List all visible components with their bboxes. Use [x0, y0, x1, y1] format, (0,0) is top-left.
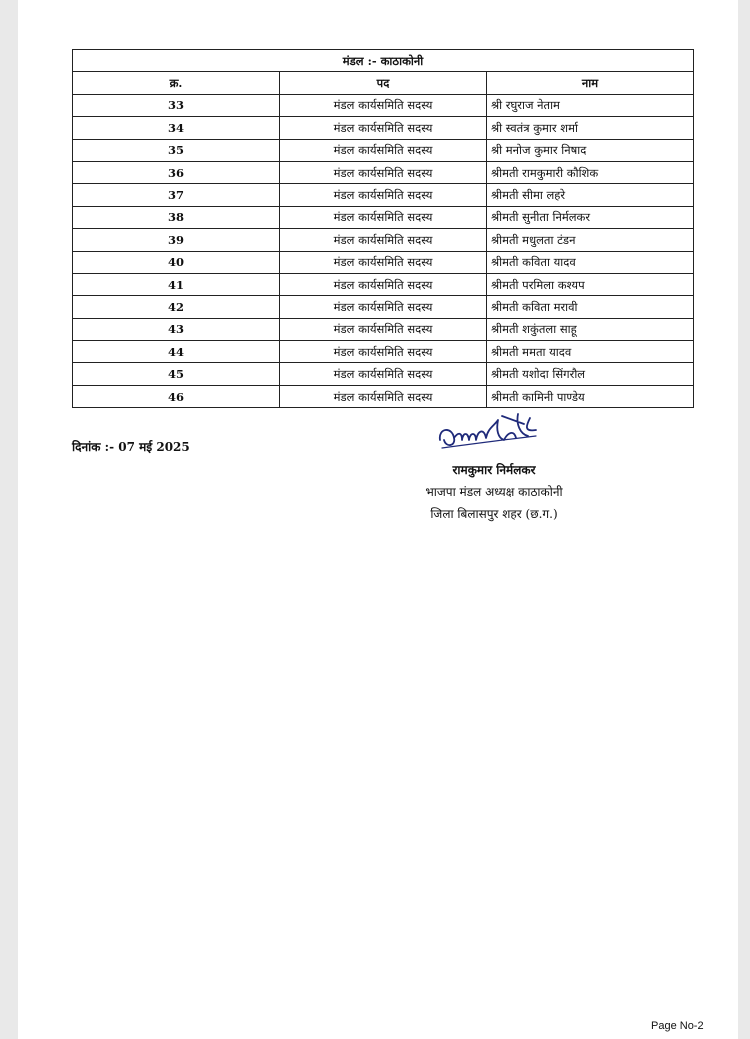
row-number: 34 — [73, 117, 280, 139]
table-row — [73, 229, 694, 251]
table-row — [73, 363, 694, 385]
row-name: श्रीमती रामकुमारी कौशिक — [487, 161, 694, 183]
row-number: 35 — [73, 139, 280, 161]
table-row — [73, 385, 694, 407]
row-post: मंडल कार्यसमिति सदस्य — [280, 117, 487, 139]
row-number: 45 — [73, 363, 280, 385]
row-name: श्री स्वतंत्र कुमार शर्मा — [487, 117, 694, 139]
row-number: 41 — [73, 273, 280, 295]
member-table — [72, 49, 694, 408]
row-post: मंडल कार्यसमिति सदस्य — [280, 229, 487, 251]
header-post: पद — [280, 72, 487, 94]
row-number: 40 — [73, 251, 280, 273]
table-title-row — [73, 50, 694, 72]
row-name: श्री मनोज कुमार निषाद — [487, 139, 694, 161]
row-name: श्रीमती कविता मरावी — [487, 296, 694, 318]
row-number: 43 — [73, 318, 280, 340]
row-post: मंडल कार्यसमिति सदस्य — [280, 94, 487, 116]
row-post: मंडल कार्यसमिति सदस्य — [280, 139, 487, 161]
header-num: क्र. — [73, 72, 280, 94]
issue-date: दिनांक :- 07 मई 2025 — [72, 440, 190, 454]
table-row — [73, 184, 694, 206]
table-row — [73, 273, 694, 295]
table-row — [73, 251, 694, 273]
table-row — [73, 206, 694, 228]
row-number: 33 — [73, 94, 280, 116]
table-body — [73, 94, 694, 407]
row-post: मंडल कार्यसमिति सदस्य — [280, 385, 487, 407]
row-number: 38 — [73, 206, 280, 228]
row-post: मंडल कार्यसमिति सदस्य — [280, 184, 487, 206]
signature-block — [394, 459, 594, 525]
row-number: 37 — [73, 184, 280, 206]
document-page — [18, 0, 738, 1039]
row-name: श्रीमती मधुलता टंडन — [487, 229, 694, 251]
row-name: श्री रघुराज नेताम — [487, 94, 694, 116]
row-post: मंडल कार्यसमिति सदस्य — [280, 341, 487, 363]
row-post: मंडल कार्यसमिति सदस्य — [280, 318, 487, 340]
row-name: श्रीमती ममता यादव — [487, 341, 694, 363]
row-number: 39 — [73, 229, 280, 251]
row-post: मंडल कार्यसमिति सदस्य — [280, 273, 487, 295]
row-number: 42 — [73, 296, 280, 318]
header-name: नाम — [487, 72, 694, 94]
table-header-row — [73, 72, 694, 94]
row-name: श्रीमती यशोदा सिंगरौल — [487, 363, 694, 385]
row-name: श्रीमती कामिनी पाण्डेय — [487, 385, 694, 407]
row-number: 46 — [73, 385, 280, 407]
table-title: मंडल :- काठाकोनी — [73, 50, 694, 72]
signatory-title: भाजपा मंडल अध्यक्ष काठाकोनी — [425, 485, 563, 499]
row-name: श्रीमती सीमा लहरे — [487, 184, 694, 206]
row-number: 36 — [73, 161, 280, 183]
table-row — [73, 117, 694, 139]
row-number: 44 — [73, 341, 280, 363]
row-name: श्रीमती कविता यादव — [487, 251, 694, 273]
handwritten-signature-icon — [432, 410, 542, 455]
page-number: Page No-2 — [651, 1020, 704, 1032]
row-post: मंडल कार्यसमिति सदस्य — [280, 161, 487, 183]
table-row — [73, 161, 694, 183]
row-name: श्रीमती शकुंतला साहू — [487, 318, 694, 340]
signatory-district: जिला बिलासपुर शहर (छ.ग.) — [430, 507, 558, 521]
row-post: मंडल कार्यसमिति सदस्य — [280, 251, 487, 273]
table-row — [73, 139, 694, 161]
row-name: श्रीमती सुनीता निर्मलकर — [487, 206, 694, 228]
signatory-name: रामकुमार निर्मलकर — [452, 463, 536, 477]
table-row — [73, 94, 694, 116]
row-name: श्रीमती परमिला कश्यप — [487, 273, 694, 295]
table-row — [73, 341, 694, 363]
table-row — [73, 318, 694, 340]
row-post: मंडल कार्यसमिति सदस्य — [280, 363, 487, 385]
row-post: मंडल कार्यसमिति सदस्य — [280, 206, 487, 228]
row-post: मंडल कार्यसमिति सदस्य — [280, 296, 487, 318]
table-row — [73, 296, 694, 318]
